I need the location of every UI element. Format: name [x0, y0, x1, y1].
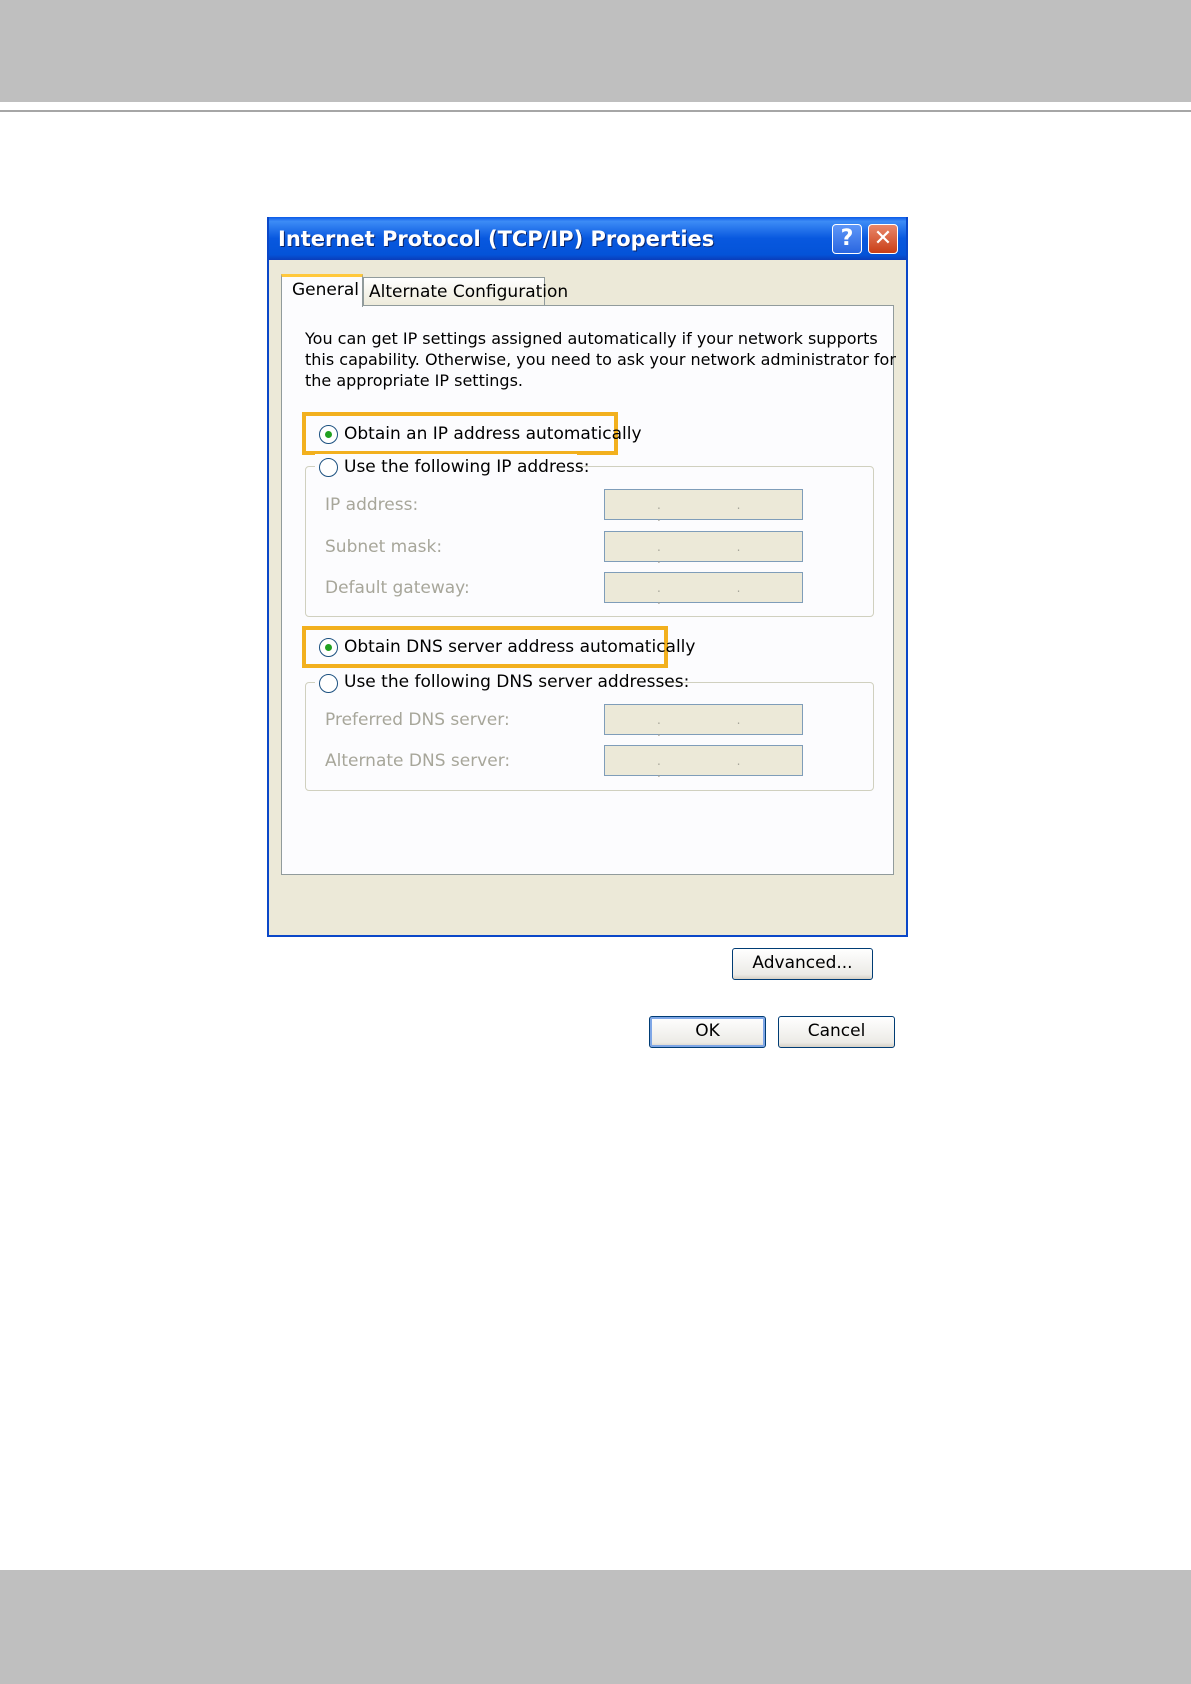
radio-use-following-ip-label[interactable]: Use the following IP address: — [344, 457, 590, 477]
ip-octet-separators: . . . — [657, 754, 777, 780]
close-button[interactable] — [868, 224, 898, 254]
ip-address-field[interactable] — [604, 489, 803, 524]
default-gateway-label: Default gateway: — [325, 578, 470, 598]
default-gateway-field[interactable] — [604, 572, 803, 607]
radio-use-following-dns[interactable] — [319, 674, 338, 693]
tab-alternate-configuration[interactable]: Alternate Configuration — [363, 277, 545, 307]
advanced-button[interactable]: Advanced... — [732, 948, 873, 980]
dialog-title-bar[interactable] — [269, 217, 906, 260]
cancel-button[interactable]: Cancel — [778, 1016, 895, 1048]
preferred-dns-field[interactable] — [604, 704, 803, 739]
alternate-dns-field[interactable] — [604, 745, 803, 780]
page-footer-band — [0, 1570, 1191, 1684]
close-icon: ✕ — [873, 226, 893, 251]
alternate-dns-label: Alternate DNS server: — [325, 751, 511, 771]
radio-obtain-ip-auto[interactable] — [319, 425, 338, 444]
page-header-rule — [0, 110, 1191, 112]
intro-text — [305, 328, 896, 391]
general-tab-panel — [281, 305, 894, 875]
question-mark-icon: ? — [840, 226, 854, 251]
radio-obtain-dns-auto-label[interactable]: Obtain DNS server address automatically — [344, 637, 696, 657]
intro-line: You can get IP settings assigned automatically if your network supports — [305, 329, 878, 348]
radio-obtain-dns-auto[interactable] — [319, 638, 338, 657]
tcpip-properties-dialog — [267, 217, 908, 1041]
radio-use-following-dns-label[interactable]: Use the following DNS server addresses: — [344, 672, 690, 692]
intro-line: this capability. Otherwise, you need to ask your network administrator for — [305, 350, 896, 369]
radio-obtain-ip-auto-label[interactable]: Obtain an IP address automatically — [344, 424, 642, 444]
tab-general[interactable]: General — [281, 274, 363, 307]
ip-octet-separators: . . . — [657, 581, 777, 607]
ip-octet-separators: . . . — [657, 540, 777, 566]
subnet-mask-field[interactable] — [604, 531, 803, 566]
radio-use-following-ip[interactable] — [319, 458, 338, 477]
preferred-dns-label: Preferred DNS server: — [325, 710, 510, 730]
ip-octet-separators: . . . — [657, 498, 777, 524]
intro-line: the appropriate IP settings. — [305, 371, 524, 390]
subnet-mask-label: Subnet mask: — [325, 537, 443, 557]
help-button[interactable] — [832, 224, 862, 254]
page-header-band — [0, 0, 1191, 102]
ip-octet-separators: . . . — [657, 713, 777, 739]
ip-address-label: IP address: — [325, 495, 419, 515]
dialog-title: Internet Protocol (TCP/IP) Properties — [278, 227, 715, 251]
ok-button[interactable]: OK — [649, 1016, 766, 1048]
